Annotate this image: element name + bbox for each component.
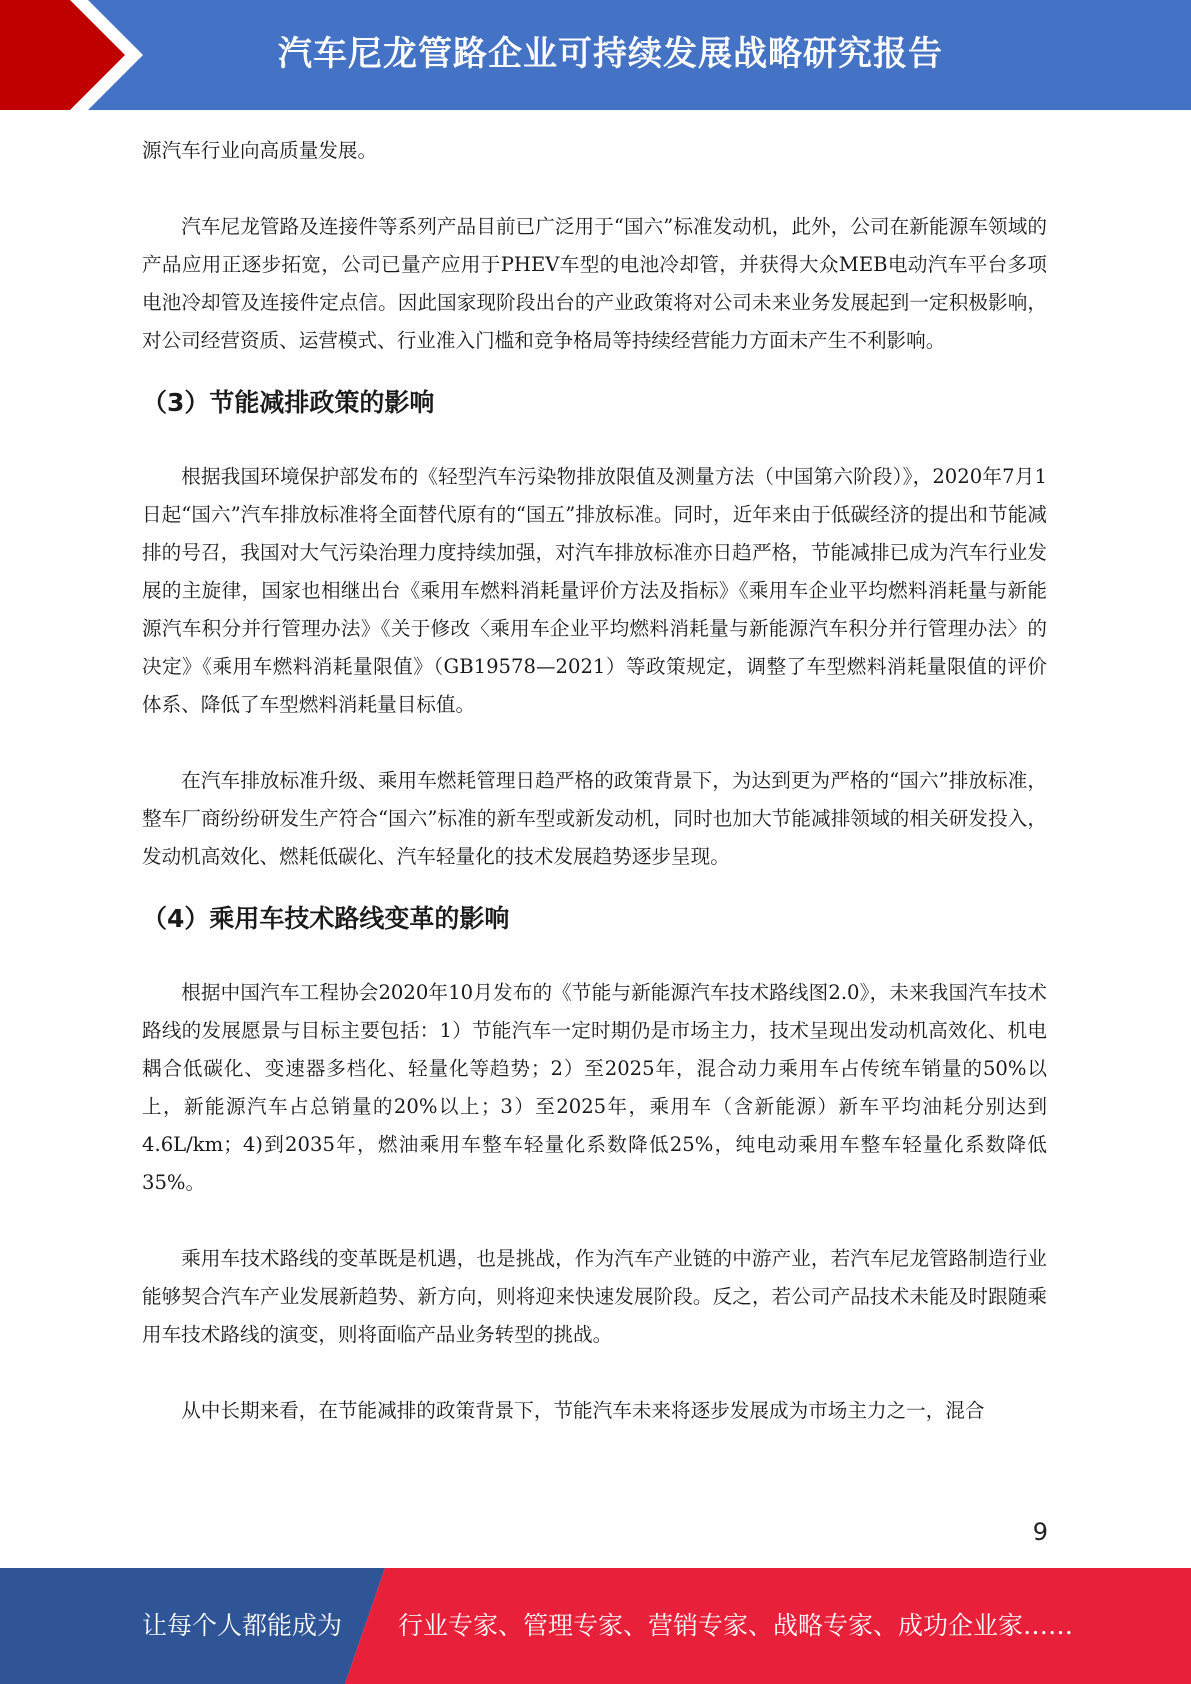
header-arrow-icon [0, 0, 150, 110]
section-heading-technology-route: （4）乘用车技术路线变革的影响 [142, 904, 510, 933]
section-heading-energy-saving: （3）节能减排政策的影响 [142, 388, 435, 417]
footer-slogan-right: 行业专家、管理专家、营销专家、战略专家、成功企业家…… [398, 1611, 1074, 1640]
paragraph-policy-background: 在汽车排放标准升级、乘用车燃耗管理日趋严格的政策背景下，为达到更为严格的“国六”排放标准，整车厂商纷纷研发生产符合“国六”标准的新车型或新发动机，同时也加大节能减排领域的相关研发投入，发动机高效化、燃耗低碳化、汽车轻量化的技术发展趋势逐步呈现。 [142, 769, 1047, 868]
paragraph-continuation: 源汽车行业向高质量发展。 [142, 139, 378, 162]
paragraph-emission-standards: 根据我国环境保护部发布的《轻型汽车污染物排放限值及测量方法（中国第六阶段）》，2020年7月1日起“国六”汽车排放标准将全面替代原有的“国五”排放标准。同时，近年来由于低碳经济的提出和节能减排的号召，我国对大气污染治理力度持续加强，对汽车排放标准亦日趋严格，节能减排已成为汽车行业发展的主旋律，国家也相继出台《乘用车燃料消耗量评价方法及指标》《乘用车企业平均燃料消耗量与新能源汽车积分并行管理办法》《关于修改〈乘用车企业平均燃料消耗量与新能源汽车积分并行管理办法〉的决定》《乘用车燃料消耗量限值》（GB19578—2021）等政策规定，调整了车型燃料消耗量限值的评价体系、降低了车型燃料消耗量目标值。 [142, 465, 1047, 716]
footer-banner [0, 1568, 1191, 1684]
paragraph-opportunity-challenge: 乘用车技术路线的变革既是机遇，也是挑战，作为汽车产业链的中游产业，若汽车尼龙管路制造行业能够契合汽车产业发展新趋势、新方向，则将迎来快速发展阶段。反之，若公司产品技术未能及时跟随乘用车技术路线的演变，则将面临产品业务转型的挑战。 [142, 1247, 1047, 1346]
page-number: 9 [1032, 1518, 1048, 1546]
paragraph-mid-long-term: 从中长期来看，在节能减排的政策背景下，节能汽车未来将逐步发展成为市场主力之一，混合 [181, 1399, 985, 1422]
paragraph-nylon-pipe-applications: 汽车尼龙管路及连接件等系列产品目前已广泛用于“国六”标准发动机，此外，公司在新能源车领域的产品应用正逐步拓宽，公司已量产应用于PHEV车型的电池冷却管，并获得大众MEB电动汽车平台多项电池冷却管及连接件定点信。因此国家现阶段出台的产业政策将对公司未来业务发展起到一定积极影响，对公司经营资质、运营模式、行业准入门槛和竞争格局等持续经营能力方面未产生不利影响。 [142, 215, 1047, 352]
document-body [142, 132, 1047, 1430]
header-banner [0, 0, 1191, 110]
paragraph-technology-roadmap: 根据中国汽车工程协会2020年10月发布的《节能与新能源汽车技术路线图2.0》，未来我国汽车技术路线的发展愿景与目标主要包括：1）节能汽车一定时期仍是市场主力，技术呈现出发动机高效化、机电耦合低碳化、变速器多档化、轻量化等趋势；2）至2025年，混合动力乘用车占传统车销量的50%以上，新能源汽车占总销量的20%以上；3）至2025年，乘用车（含新能源）新车平均油耗分别达到4.6L/km；4)到2035年，燃油乘用车整车轻量化系数降低25%，纯电动乘用车整车轻量化系数降低35%。 [142, 981, 1047, 1194]
report-title: 汽车尼龙管路企业可持续发展战略研究报告 [278, 34, 943, 74]
footer-slogan-left: 让每个人都能成为 [142, 1611, 343, 1640]
